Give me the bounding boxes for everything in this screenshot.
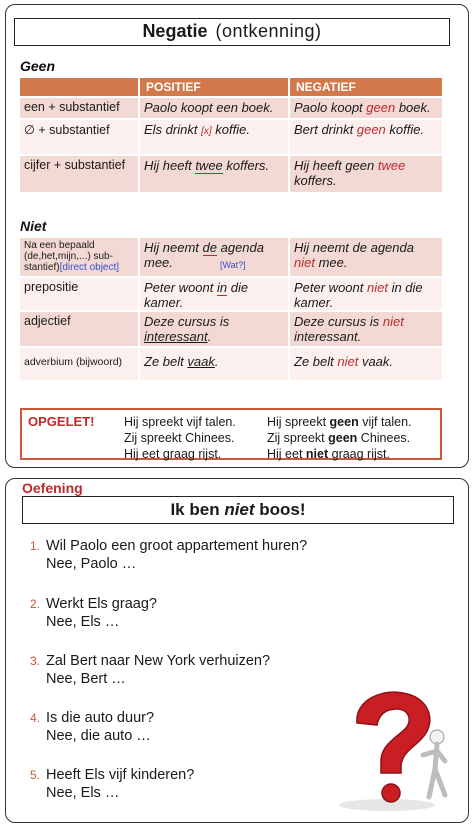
- table-row: [20, 348, 442, 380]
- example-negative: Peter woont niet in die kamer.: [290, 278, 442, 310]
- example-negative: Ze belt niet vaak.: [290, 348, 442, 380]
- header-positief: POSITIEF: [140, 78, 288, 96]
- row-label: adverbium (bijwoord): [20, 348, 138, 380]
- row-label: adjectief: [20, 312, 138, 346]
- list-item: 5. Heeft Els vijf kinderen? Nee, Els …: [30, 767, 195, 801]
- example-positive: Ze belt vaak.: [140, 348, 288, 380]
- table-row: [20, 278, 442, 310]
- row-label: een + substantief: [20, 98, 138, 118]
- opgelet-label: OPGELET!: [28, 414, 95, 429]
- example-positive: Hij heeft twee koffers.: [140, 156, 288, 192]
- grammar-card: [5, 4, 469, 468]
- example-positive: Els drinkt [x] koffie.: [140, 120, 288, 154]
- example-negative: Deze cursus is niet interessant.: [290, 312, 442, 346]
- example-positive: Paolo koopt een boek.: [140, 98, 288, 118]
- table-row: [20, 238, 442, 276]
- table-row: [20, 156, 442, 192]
- example-positive: Deze cursus is interessant.: [140, 312, 288, 346]
- exercise-title: Ik ben niet boos!: [22, 496, 454, 524]
- table-row: [20, 120, 442, 154]
- example-positive: Hij neemt de agenda mee. [Wat?]: [140, 238, 288, 276]
- opgelet-positive: Zij spreekt Chinees.: [124, 431, 235, 445]
- row-label: prepositie: [20, 278, 138, 310]
- section-niet-heading: Niet: [20, 218, 47, 234]
- wat-annotation: [Wat?]: [220, 260, 246, 270]
- opgelet-positive: Hij eet graag rijst.: [124, 447, 222, 461]
- opgelet-negative: Hij spreekt geen vijf talen.: [267, 415, 412, 429]
- row-label: ∅ + substantief: [20, 120, 138, 154]
- header-label-cell: [20, 78, 138, 96]
- section-geen-heading: Geen: [20, 58, 56, 74]
- example-negative: Hij heeft geen twee koffers.: [290, 156, 442, 192]
- question-mark-figure-icon: [325, 685, 465, 815]
- oefening-label: Oefening: [22, 480, 83, 496]
- header-negatief: NEGATIEF: [290, 78, 442, 96]
- table-row: [20, 98, 442, 118]
- list-item: 2. Werkt Els graag? Nee, Els …: [30, 596, 157, 630]
- row-label: cijfer + substantief: [20, 156, 138, 192]
- example-negative: Paolo koopt geen boek.: [290, 98, 442, 118]
- page-title: Negatie (ontkenning): [14, 18, 450, 46]
- row-label: Na een bepaald (de,het,mijn,...) sub-stantief)[direct object]: [20, 238, 138, 276]
- opgelet-negative: Hij eet niet graag rijst.: [267, 447, 390, 461]
- list-item: 4. Is die auto duur? Nee, die auto …: [30, 710, 155, 744]
- list-item: 3. Zal Bert naar New York verhuizen? Nee, Bert …: [30, 653, 271, 687]
- opgelet-positive: Hij spreekt vijf talen.: [124, 415, 236, 429]
- opgelet-negative: Zij spreekt geen Chinees.: [267, 431, 411, 445]
- table-row: [20, 312, 442, 346]
- example-negative: Bert drinkt geen koffie.: [290, 120, 442, 154]
- list-item: 1. Wil Paolo een groot appartement huren? Nee, Paolo …: [30, 538, 308, 572]
- example-negative: Hij neemt de agenda niet mee.: [290, 238, 442, 276]
- opgelet-box: [20, 408, 442, 460]
- example-positive: Peter woont in die kamer.: [140, 278, 288, 310]
